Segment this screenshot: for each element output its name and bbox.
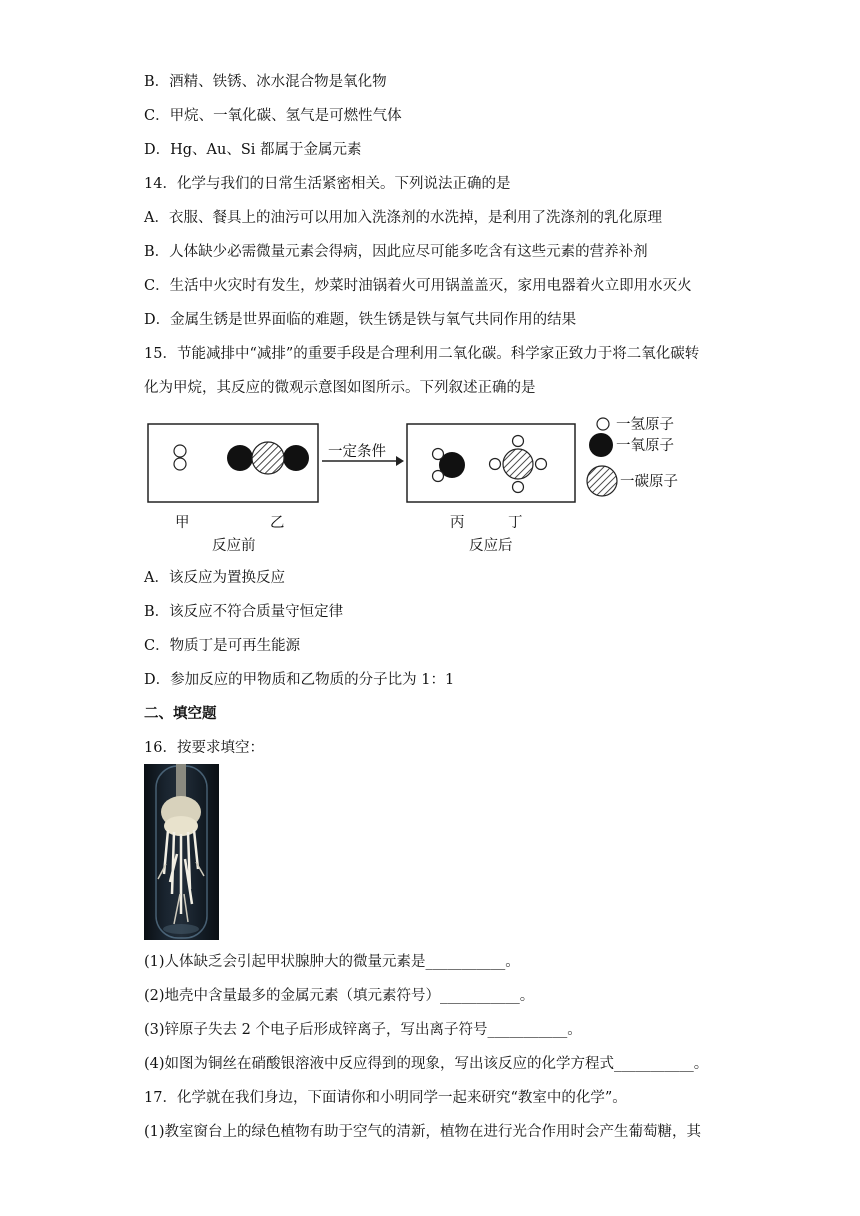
q16-stem: 16．按要求填空： xyxy=(144,740,264,756)
label-before: 反应前 xyxy=(212,538,256,554)
carbon-atom xyxy=(252,442,284,474)
arrow-label: 一定条件 xyxy=(328,444,386,460)
section-heading: 二、填空题 xyxy=(144,705,217,722)
q15-option-d: D．参加反应的甲物质和乙物质的分子比为 1：1 xyxy=(144,672,455,688)
legend-hydrogen-label: 一氢原子 xyxy=(616,417,674,433)
q14-option-d: D．金属生锈是世界面临的难题，铁生锈是铁与氧气共同作用的结果 xyxy=(144,312,577,328)
label-jia: 甲 xyxy=(175,515,190,531)
hydrogen-atom xyxy=(490,459,501,470)
q16-part3: (3)锌原子失去 2 个电子后形成锌离子，写出离子符号___________。 xyxy=(144,1022,582,1038)
q16-part2: (2)地壳中含量最多的金属元素（填元素符号）___________。 xyxy=(144,988,535,1004)
hydrogen-atom xyxy=(513,436,524,447)
q14-option-b: B．人体缺少必需微量元素会得病，因此应尽可能多吃含有这些元素的营养补剂 xyxy=(144,244,648,260)
q17-part1: (1)教室窗台上的绿色植物有助于空气的清新，植物在进行光合作用时会产生葡萄糖，其 xyxy=(144,1124,702,1140)
legend-carbon-icon xyxy=(587,466,617,496)
legend-oxygen-icon xyxy=(589,433,613,457)
copper-wire-test-tube-photo xyxy=(144,764,219,940)
q15-option-b: B．该反应不符合质量守恒定律 xyxy=(144,604,344,620)
q13-option-c: C．甲烷、一氧化碳、氢气是可燃性气体 xyxy=(144,108,402,124)
label-bing: 丙 xyxy=(450,515,465,531)
legend-oxygen-label: 一氧原子 xyxy=(616,438,674,454)
reaction-diagram xyxy=(144,410,704,560)
q14-stem: 14．化学与我们的日常生活紧密相关。下列说法正确的是 xyxy=(144,176,511,192)
hydrogen-atom xyxy=(433,449,444,460)
q13-option-b: B．酒精、铁锈、冰水混合物是氧化物 xyxy=(144,74,387,90)
oxygen-atom xyxy=(283,445,309,471)
hydrogen-atom xyxy=(174,445,186,457)
hydrogen-atom xyxy=(433,471,444,482)
hydrogen-atom xyxy=(174,458,186,470)
hydrogen-atom xyxy=(513,482,524,493)
q15-stem-line1: 15．节能减排中“减排”的重要手段是合理利用二氧化碳。科学家正致力于将二氧化碳转 xyxy=(144,346,700,362)
carbon-atom xyxy=(503,449,533,479)
label-ding: 丁 xyxy=(508,515,523,531)
q14-option-a: A．衣服、餐具上的油污可以用加入洗涤剂的水洗掉，是利用了洗涤剂的乳化原理 xyxy=(144,210,662,226)
oxygen-atom xyxy=(227,445,253,471)
arrow-head xyxy=(396,456,404,466)
q14-option-c: C．生活中火灾时有发生，炒菜时油锅着火可用锅盖盖灭，家用电器着火立即用水灭火 xyxy=(144,278,692,294)
q13-option-d: D．Hg、Au、Si 都属于金属元素 xyxy=(144,142,362,158)
legend-carbon-label: 一碳原子 xyxy=(620,474,678,490)
q16-part4: (4)如图为铜丝在硝酸银溶液中反应得到的现象，写出该反应的化学方程式___________。 xyxy=(144,1056,709,1072)
q15-option-c: C．物质丁是可再生能源 xyxy=(144,638,301,654)
legend-hydrogen-icon xyxy=(597,418,609,430)
label-after: 反应后 xyxy=(469,538,513,554)
hydrogen-atom xyxy=(536,459,547,470)
label-yi: 乙 xyxy=(270,515,285,531)
q16-part1: (1)人体缺乏会引起甲状腺肿大的微量元素是___________。 xyxy=(144,954,520,970)
q15-stem-line2: 化为甲烷，其反应的微观示意图如图所示。下列叙述正确的是 xyxy=(144,380,536,396)
q15-option-a: A．该反应为置换反应 xyxy=(144,570,285,586)
q17-stem: 17．化学就在我们身边，下面请你和小明同学一起来研究“教室中的化学”。 xyxy=(144,1090,627,1106)
